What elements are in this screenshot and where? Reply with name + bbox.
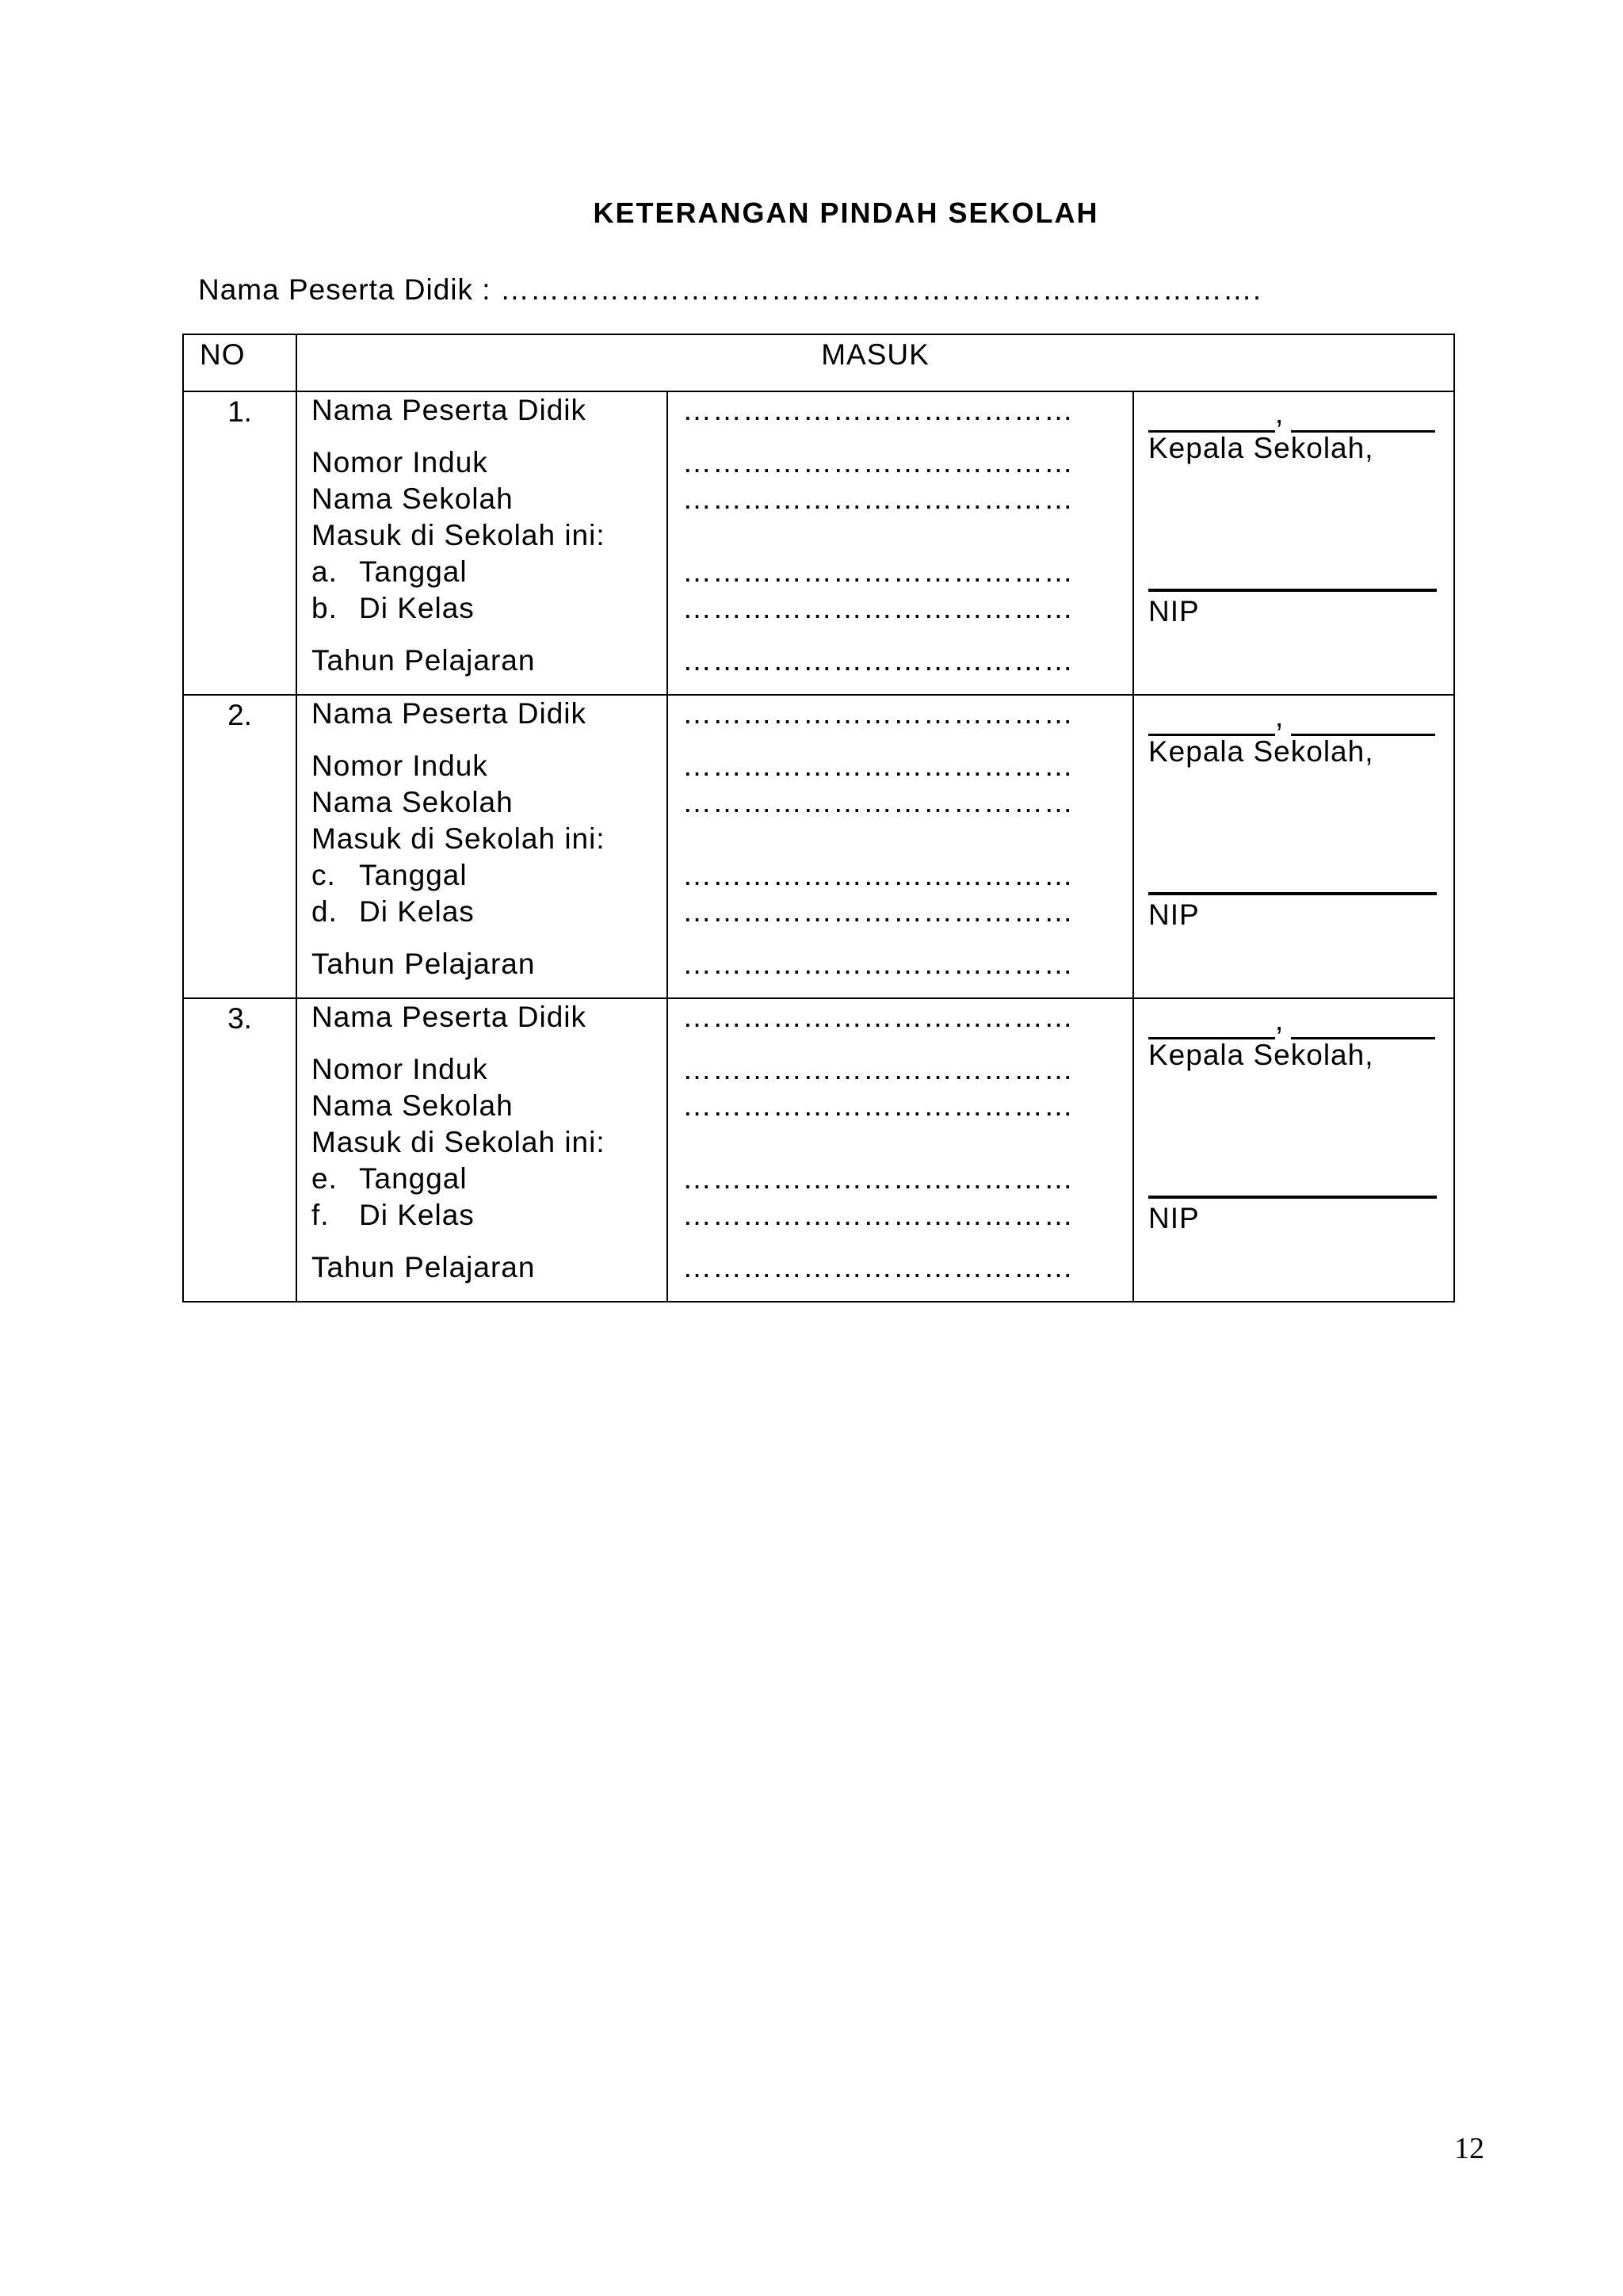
list-letter: c.	[311, 859, 336, 891]
dots-tahun-pelajaran: …………………………………	[682, 1251, 1074, 1283]
nip-label: NIP	[1148, 898, 1200, 931]
dots-tanggal: …………………………………	[682, 859, 1074, 891]
label-text: Di Kelas	[359, 1199, 475, 1231]
signature-place-date	[1148, 397, 1435, 432]
label-masuk-di-sekolah: Masuk di Sekolah ini:	[311, 519, 605, 551]
list-letter: b.	[311, 592, 338, 624]
label-text: Tanggal	[359, 555, 468, 588]
table-row	[183, 695, 1454, 998]
page-number: 12	[1454, 2132, 1484, 2165]
list-letter: a.	[311, 555, 338, 588]
dots-nama: …………………………………	[682, 697, 1074, 730]
signer-role: Kepala Sekolah,	[1148, 735, 1374, 768]
dots-tanggal: …………………………………	[682, 555, 1074, 588]
header-masuk: MASUK	[296, 334, 1454, 391]
date-comma: ,	[1275, 397, 1285, 429]
signature-block	[1133, 391, 1454, 695]
date-blank	[1291, 1007, 1435, 1039]
dots-nama: …………………………………	[682, 394, 1074, 426]
row-number: 1.	[183, 391, 296, 695]
label-tanggal	[297, 857, 666, 894]
place-blank	[1148, 1007, 1275, 1039]
transfer-table	[182, 334, 1455, 1302]
dots-di-kelas: …………………………………	[682, 592, 1074, 624]
table-row	[183, 391, 1454, 695]
field-values	[667, 695, 1133, 998]
dots-spacer	[668, 821, 1132, 857]
list-letter: d.	[311, 895, 338, 928]
dots-spacer	[668, 517, 1132, 554]
dots-nomor-induk: …………………………………	[682, 749, 1074, 782]
student-name-line: Nama Peserta Didik : ………………………………………………………………….	[198, 273, 1262, 306]
dots-tahun-pelajaran: …………………………………	[682, 644, 1074, 677]
label-nama-peserta-didik: Nama Peserta Didik	[311, 697, 587, 730]
label-nama-sekolah: Nama Sekolah	[311, 1089, 514, 1122]
signature-place-date	[1148, 1004, 1435, 1039]
dots-tahun-pelajaran: …………………………………	[682, 948, 1074, 980]
label-text: Di Kelas	[359, 592, 475, 624]
label-text: Tanggal	[359, 1162, 468, 1195]
label-nama-peserta-didik: Nama Peserta Didik	[311, 394, 587, 426]
label-nomor-induk: Nomor Induk	[311, 1053, 488, 1085]
signature-line	[1148, 1196, 1437, 1199]
label-tanggal	[297, 1161, 666, 1197]
signature-place-date	[1148, 700, 1435, 735]
place-blank	[1148, 400, 1275, 433]
row-number: 2.	[183, 695, 296, 998]
label-masuk-di-sekolah: Masuk di Sekolah ini:	[311, 822, 605, 855]
dots-nomor-induk: …………………………………	[682, 446, 1074, 479]
signer-role: Kepala Sekolah,	[1148, 432, 1374, 464]
row-number: 3.	[183, 998, 296, 1302]
label-nomor-induk: Nomor Induk	[311, 749, 488, 782]
label-masuk-di-sekolah: Masuk di Sekolah ini:	[311, 1126, 605, 1158]
signature-block	[1133, 695, 1454, 998]
field-values	[667, 998, 1133, 1302]
dots-di-kelas: …………………………………	[682, 1199, 1074, 1231]
dots-tanggal: …………………………………	[682, 1162, 1074, 1195]
label-di-kelas	[297, 1197, 666, 1234]
label-tahun-pelajaran: Tahun Pelajaran	[311, 948, 536, 980]
table-header-row	[183, 334, 1454, 391]
date-comma: ,	[1275, 1004, 1285, 1036]
place-blank	[1148, 704, 1275, 736]
dots-nama-sekolah: …………………………………	[682, 482, 1074, 515]
label-nama-sekolah: Nama Sekolah	[311, 786, 514, 818]
label-text: Tanggal	[359, 859, 468, 891]
label-di-kelas	[297, 590, 666, 627]
dots-nama-sekolah: …………………………………	[682, 1089, 1074, 1122]
field-values	[667, 391, 1133, 695]
dots-nomor-induk: …………………………………	[682, 1053, 1074, 1085]
dots-di-kelas: …………………………………	[682, 895, 1074, 928]
list-letter: f.	[311, 1199, 330, 1231]
label-nama-sekolah: Nama Sekolah	[311, 482, 514, 515]
date-comma: ,	[1275, 700, 1285, 733]
field-labels	[296, 391, 667, 695]
label-nama-peserta-didik: Nama Peserta Didik	[311, 1001, 587, 1033]
dots-nama: …………………………………	[682, 1001, 1074, 1033]
label-nomor-induk: Nomor Induk	[311, 446, 488, 479]
label-tahun-pelajaran: Tahun Pelajaran	[311, 644, 536, 677]
signature-block	[1133, 998, 1454, 1302]
dots-spacer	[668, 1124, 1132, 1161]
label-tanggal	[297, 554, 666, 590]
page-title: KETERANGAN PINDAH SEKOLAH	[593, 196, 1099, 229]
signature-line	[1148, 892, 1437, 895]
date-blank	[1291, 704, 1435, 736]
header-no: NO	[183, 334, 296, 391]
date-blank	[1291, 400, 1435, 433]
label-tahun-pelajaran: Tahun Pelajaran	[311, 1251, 536, 1283]
label-text: Di Kelas	[359, 895, 475, 928]
nip-label: NIP	[1148, 595, 1200, 627]
signer-role: Kepala Sekolah,	[1148, 1039, 1374, 1071]
field-labels	[296, 998, 667, 1302]
list-letter: e.	[311, 1162, 338, 1195]
nip-label: NIP	[1148, 1202, 1200, 1234]
table-row	[183, 998, 1454, 1302]
signature-line	[1148, 589, 1437, 592]
dots-nama-sekolah: …………………………………	[682, 786, 1074, 818]
field-labels	[296, 695, 667, 998]
label-di-kelas	[297, 894, 666, 930]
